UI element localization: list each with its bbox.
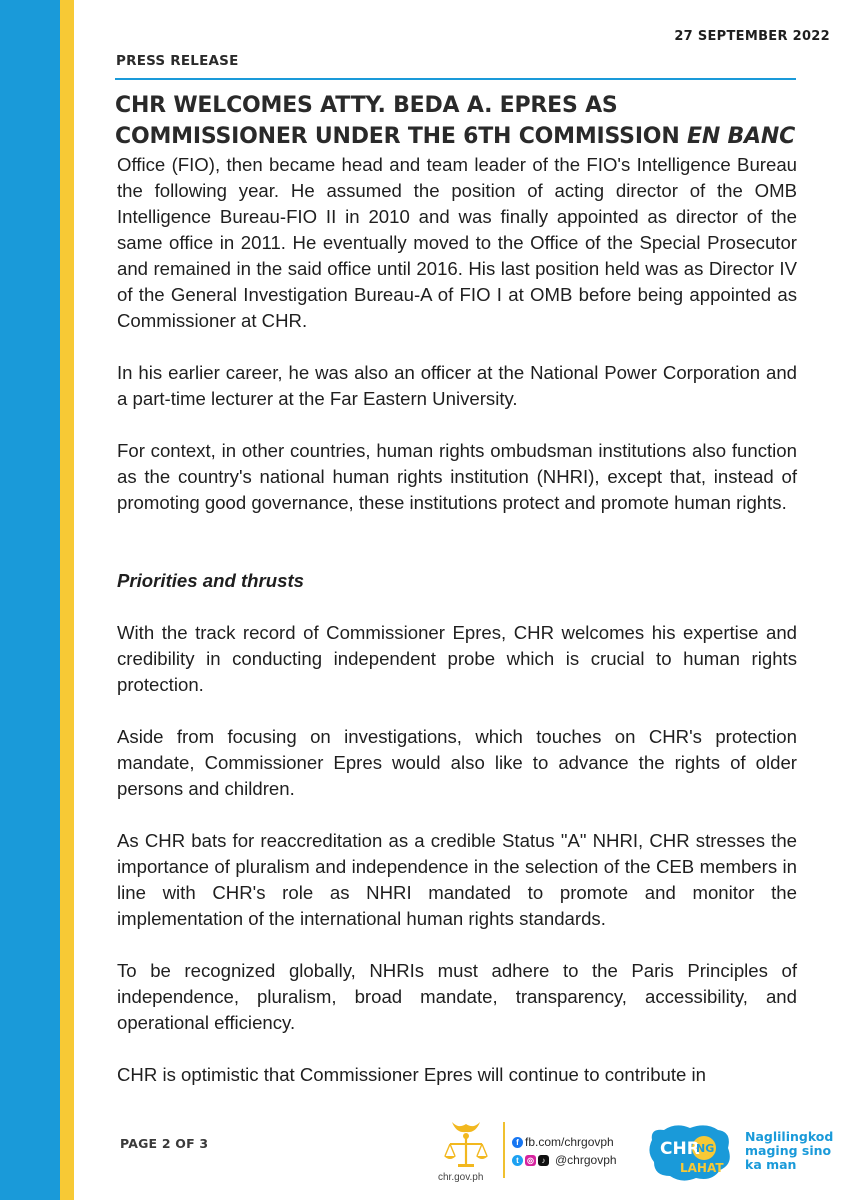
instagram-icon: ◎	[525, 1155, 536, 1166]
svg-text:NG: NG	[696, 1142, 715, 1155]
facebook-icon: f	[512, 1137, 523, 1148]
paragraph-3: For context, in other countries, human rights ombudsman institutions also function as the country's national human rights institution (NHRI), except that, instead of promoting good governance, these institutions protect and promote human rights.	[117, 440, 797, 513]
paragraph-8: CHR is optimistic that Commissioner Epres will continue to contribute in	[117, 1064, 707, 1085]
press-release-label: PRESS RELEASE	[116, 53, 239, 69]
paragraph-7: To be recognized globally, NHRIs must adhere to the Paris Principles of independence, pluralism, broad mandate, transparency, accessibility, and operational efficiency.	[117, 960, 797, 1033]
tiktok-icon: ♪	[538, 1155, 549, 1166]
tagline-line-3: ka man	[745, 1157, 797, 1172]
facebook-link[interactable]: fb.com/chrgovph	[525, 1135, 614, 1149]
tagline	[745, 1130, 833, 1172]
header-divider	[115, 78, 796, 80]
twitter-icon: t	[512, 1155, 523, 1166]
paragraph-4: With the track record of Commissioner Epres, CHR welcomes his expertise and credibility in conducting independent probe which is crucial to human rights protection.	[117, 622, 797, 695]
svg-text:CHR: CHR	[660, 1139, 700, 1159]
page-number: PAGE 2 OF 3	[120, 1136, 209, 1151]
svg-text:LAHAT: LAHAT	[680, 1161, 724, 1175]
tagline-line-2: maging sino	[745, 1143, 832, 1158]
article-body	[117, 152, 797, 1114]
left-yellow-stripe	[60, 0, 74, 1200]
footer-divider	[503, 1122, 505, 1178]
release-date: 27 SEPTEMBER 2022	[674, 29, 830, 44]
headline-line-2	[115, 121, 815, 152]
paragraph-5: Aside from focusing on investigations, which touches on CHR's protection mandate, Commissioner Epres would also like to advance the rights of older persons and children.	[117, 726, 797, 799]
tagline-line-1: Naglilingkod	[745, 1129, 834, 1144]
headline-line-2-main: COMMISSIONER UNDER THE 6TH COMMISSION	[115, 124, 687, 149]
handle-row[interactable]	[512, 1151, 617, 1169]
paragraph-6: As CHR bats for reaccreditation as a credible Status "A" NHRI, CHR stresses the importance of pluralism and independence in the selection of the CEB members in line with CHR's role as NHRI mandated to promote and monitor the implementation of the international human rights standards.	[117, 830, 797, 929]
section-heading: Priorities and thrusts	[117, 570, 305, 591]
paragraph-1: Office (FIO), then became head and team leader of the FIO's Intelligence Bureau the following year. He assumed the position of acting director of the OMB Intelligence Bureau-FIO II in 2010 and was finally appointed as director of the same office in 2011. He eventually moved to the Office of the Special Prosecutor and remained in the said office until 2016. His last position held was as Director IV of the General Investigation Bureau-A of FIO I at OMB before being appointed as Commissioner at CHR.	[117, 154, 797, 331]
website-url[interactable]: chr.gov.ph	[438, 1172, 484, 1183]
chr-ng-lahat-badge-icon	[646, 1120, 734, 1186]
facebook-row[interactable]	[512, 1133, 617, 1151]
social-handle[interactable]: @chrgovph	[555, 1153, 617, 1167]
headline-line-1: CHR WELCOMES ATTY. BEDA A. EPRES AS	[115, 93, 618, 118]
social-links	[512, 1133, 617, 1169]
left-blue-stripe	[0, 0, 60, 1200]
headline-line-2-italic: EN BANC	[686, 124, 796, 149]
paragraph-2: In his earlier career, he was also an officer at the National Power Corporation and a part-time lecturer at the Far Eastern University.	[117, 362, 797, 409]
headline	[115, 90, 815, 152]
